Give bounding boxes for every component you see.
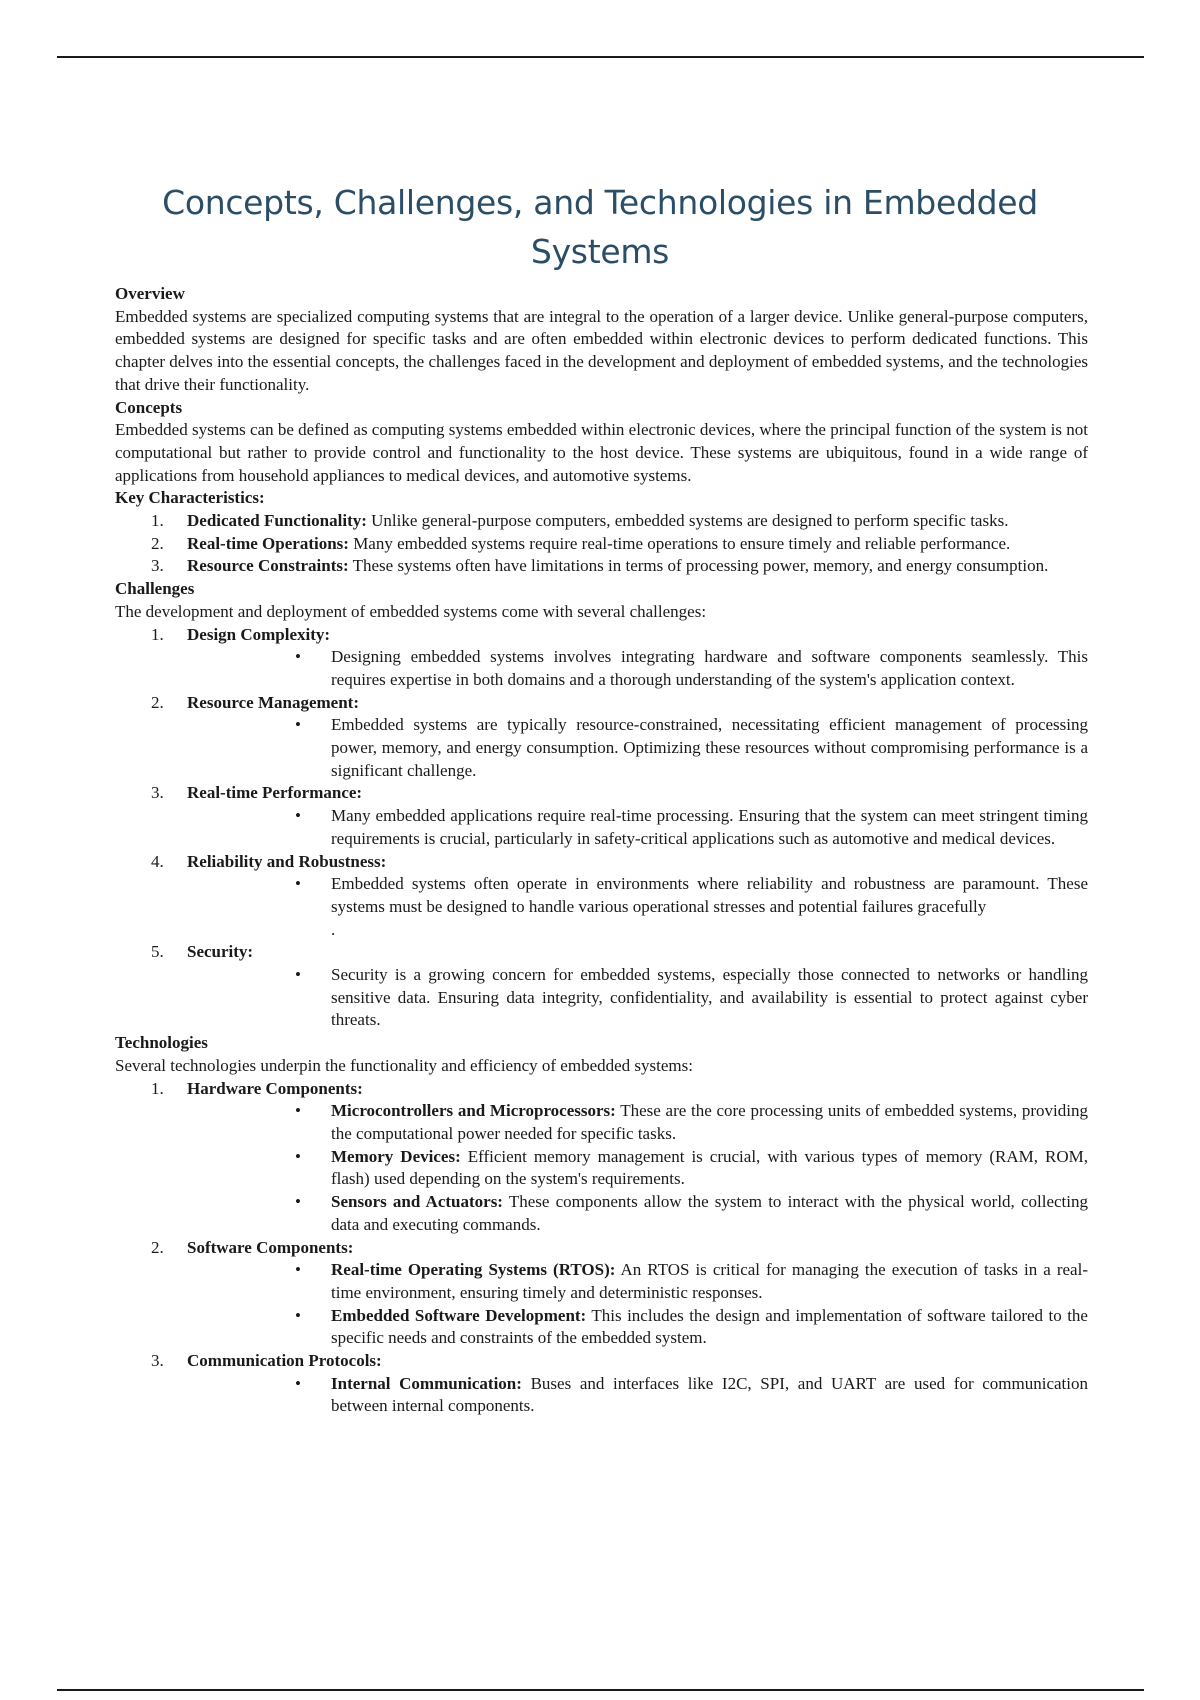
item-term: Software Components: bbox=[187, 1237, 354, 1257]
bullet-text: Designing embedded systems involves integrating hardware and software components seamlessly. This requires expertise in both domains and a thorough understanding of the system's application context. bbox=[331, 647, 1088, 689]
item-text: These systems often have limitations in terms of processing power, memory, and energy consumption. bbox=[352, 556, 1049, 576]
list-item bbox=[115, 1350, 1088, 1418]
list-item bbox=[115, 941, 1088, 1032]
item-term: Dedicated Functionality: bbox=[187, 511, 367, 531]
bullet-icon: • bbox=[295, 1373, 301, 1393]
list-item bbox=[115, 533, 1088, 556]
item-term: Communication Protocols: bbox=[187, 1351, 382, 1371]
item-term: Real-time Performance: bbox=[187, 783, 363, 803]
bullet-icon: • bbox=[295, 1192, 301, 1212]
bullet-text: Embedded systems are typically resource-constrained, necessitating efficient management of processing power, memory, and energy consumption. Optimizing these resources without compromising performance is a significant challenge. bbox=[331, 715, 1088, 780]
item-term: Hardware Components: bbox=[187, 1078, 363, 1098]
bullet-icon: • bbox=[295, 1101, 301, 1121]
bullet-item bbox=[187, 1100, 1088, 1145]
challenges-list bbox=[115, 624, 1088, 1033]
list-number: 3. bbox=[151, 556, 164, 576]
list-item bbox=[115, 1078, 1088, 1237]
bullet-item bbox=[187, 1373, 1088, 1418]
item-term: Design Complexity: bbox=[187, 624, 331, 644]
bullet-item bbox=[187, 873, 1088, 941]
bullet-item bbox=[187, 805, 1088, 850]
bullet-item bbox=[187, 646, 1088, 691]
bullet-icon: • bbox=[295, 1305, 301, 1325]
list-item bbox=[115, 510, 1088, 533]
item-text: Unlike general-purpose computers, embedded systems are designed to perform specific tasks. bbox=[371, 511, 1009, 531]
bullet-icon: • bbox=[295, 715, 301, 735]
bullet-text: An RTOS is critical for managing the execution of tasks in a real-time environment, ensuring timely and deterministic responses. bbox=[331, 1260, 1088, 1302]
bullet-list bbox=[187, 1100, 1088, 1236]
bullet-icon: • bbox=[295, 1260, 301, 1280]
bullet-list bbox=[187, 646, 1088, 691]
list-number: 1. bbox=[151, 511, 164, 531]
concepts-paragraph: Embedded systems can be defined as computing systems embedded within electronic devices, where the principal function of the system is not computational but rather to provide control and functionality to the host device. These systems are ubiquitous, found in a wide range of applications from household appliances to medical devices, and automotive systems. bbox=[115, 420, 1088, 485]
bullet-icon: • bbox=[295, 647, 301, 667]
bullet-term: Embedded Software Development: bbox=[331, 1305, 587, 1325]
list-number: 5. bbox=[151, 942, 164, 962]
bullet-term: Internal Communication: bbox=[331, 1373, 522, 1393]
technologies-heading: Technologies bbox=[115, 1033, 208, 1053]
item-term: Security: bbox=[187, 942, 254, 962]
document-body bbox=[115, 283, 1088, 1418]
item-text: Many embedded systems require real-time operations to ensure timely and reliable performance. bbox=[353, 533, 1011, 553]
challenges-heading: Challenges bbox=[115, 579, 195, 599]
list-item bbox=[115, 782, 1088, 850]
page-title: Concepts, Challenges, and Technologies in Embedded Systems bbox=[162, 183, 1038, 271]
technologies-intro: Several technologies underpin the functionality and efficiency of embedded systems: bbox=[115, 1055, 693, 1075]
bullet-item bbox=[187, 714, 1088, 782]
bullet-list bbox=[187, 805, 1088, 850]
list-number: 1. bbox=[151, 1078, 164, 1098]
item-term: Real-time Operations: bbox=[187, 533, 349, 553]
list-number: 1. bbox=[151, 624, 164, 644]
challenges-intro: The development and deployment of embedded systems come with several challenges: bbox=[115, 601, 707, 621]
bullet-list bbox=[187, 964, 1088, 1032]
bullet-item bbox=[187, 1259, 1088, 1304]
overview-paragraph: Embedded systems are specialized computing systems that are integral to the operation of a larger device. Unlike general-purpose computers, embedded systems are designed for specific tasks and are often embedded within electronic devices to perform dedicated functions. This chapter delves into the essential concepts, the challenges faced in the development and deployment of embedded systems, and the technologies that drive their functionality. bbox=[115, 306, 1088, 394]
bullet-item bbox=[187, 964, 1088, 1032]
technologies-list bbox=[115, 1078, 1088, 1419]
item-term: Resource Management: bbox=[187, 692, 360, 712]
list-number: 2. bbox=[151, 1237, 164, 1257]
bullet-item bbox=[187, 1305, 1088, 1350]
list-item bbox=[115, 1237, 1088, 1351]
list-item bbox=[115, 624, 1088, 692]
list-number: 4. bbox=[151, 851, 164, 871]
bullet-list bbox=[187, 714, 1088, 782]
bullet-text: Many embedded applications require real-time processing. Ensuring that the system can meet stringent timing requirements is crucial, particularly in safety-critical applications such as automotive and medical devices. bbox=[331, 806, 1088, 848]
list-item bbox=[115, 692, 1088, 783]
bullet-text: Embedded systems often operate in environments where reliability and robustness are paramount. These systems must be designed to handle various operational stresses and potential failures gracefully bbox=[331, 874, 1088, 916]
item-term: Reliability and Robustness: bbox=[187, 851, 387, 871]
list-number: 2. bbox=[151, 692, 164, 712]
bullet-icon: • bbox=[295, 874, 301, 894]
item-term: Resource Constraints: bbox=[187, 556, 349, 576]
bullet-icon: • bbox=[295, 965, 301, 985]
key-characteristics-list bbox=[115, 510, 1088, 578]
bullet-text: Buses and interfaces like I2C, SPI, and UART are used for communication between internal components. bbox=[331, 1373, 1089, 1416]
trailing-period: . bbox=[331, 919, 336, 939]
bullet-text: These components allow the system to interact with the physical world, collecting data and executing commands. bbox=[331, 1192, 1089, 1234]
bullet-item bbox=[187, 1146, 1088, 1191]
bullet-text: These are the core processing units of embedded systems, providing the computational power needed for specific tasks. bbox=[331, 1101, 1088, 1143]
list-number: 3. bbox=[151, 783, 164, 803]
bullet-term: Real-time Operating Systems (RTOS): bbox=[331, 1260, 616, 1280]
bullet-item bbox=[187, 1191, 1088, 1236]
bullet-icon: • bbox=[295, 806, 301, 826]
bullet-list bbox=[187, 1373, 1088, 1418]
footer-rule bbox=[57, 1689, 1144, 1691]
bullet-term: Memory Devices: bbox=[331, 1146, 461, 1166]
list-number: 2. bbox=[151, 533, 164, 553]
header-rule bbox=[57, 56, 1144, 58]
bullet-term: Microcontrollers and Microprocessors: bbox=[331, 1101, 616, 1121]
bullet-list bbox=[187, 1259, 1088, 1350]
bullet-icon: • bbox=[295, 1146, 301, 1166]
bullet-list bbox=[187, 873, 1088, 941]
key-characteristics-heading: Key Characteristics: bbox=[115, 488, 265, 508]
list-item bbox=[115, 851, 1088, 942]
bullet-term: Sensors and Actuators: bbox=[331, 1192, 503, 1212]
overview-heading: Overview bbox=[115, 284, 185, 303]
bullet-text: Security is a growing concern for embedded systems, especially those connected to networks or handling sensitive data. Ensuring data integrity, confidentiality, and availability is essential to protect against cyber threats. bbox=[331, 965, 1088, 1030]
bullet-text: Efficient memory management is crucial, with various types of memory (RAM, ROM, flash) used depending on the system's requirements. bbox=[331, 1146, 1088, 1189]
list-number: 3. bbox=[151, 1351, 164, 1371]
bullet-text: This includes the design and implementation of software tailored to the specific needs and constraints of the embedded system. bbox=[331, 1305, 1088, 1348]
concepts-heading: Concepts bbox=[115, 397, 183, 417]
list-item bbox=[115, 555, 1088, 578]
